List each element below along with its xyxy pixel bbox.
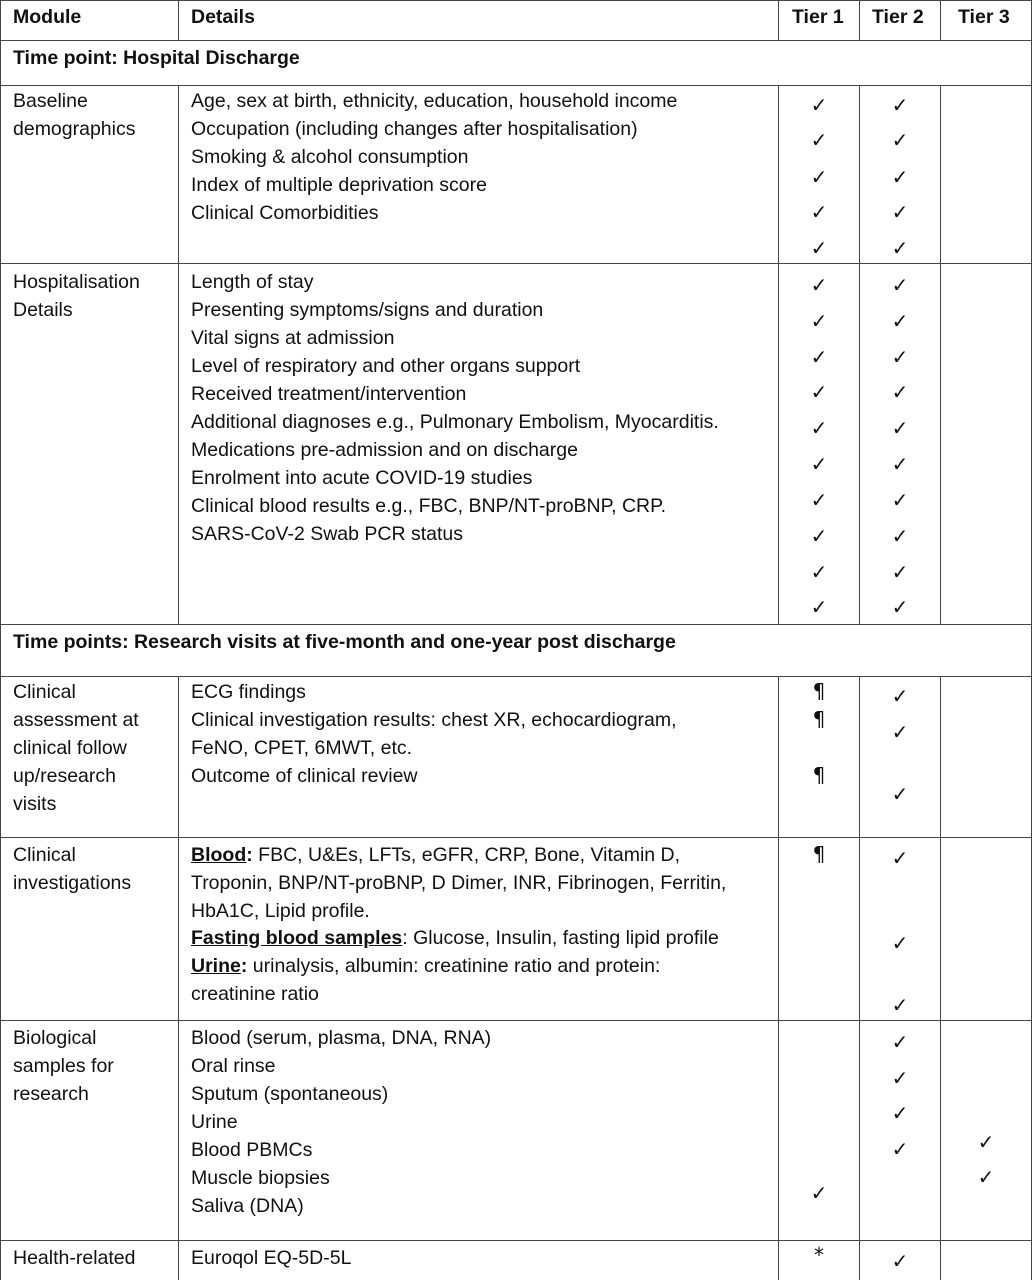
module-health-1: Health-related: [13, 1247, 136, 1269]
check-icon: ✓: [810, 309, 828, 333]
check-icon: ✓: [977, 1165, 995, 1189]
module-assess-4: up/research: [13, 765, 116, 787]
detail-invest-blood-line3: HbA1C, Lipid profile.: [191, 900, 370, 922]
header-tier2: Tier 2: [872, 6, 924, 28]
detail-baseline-3: Smoking & alcohol consumption: [191, 146, 469, 168]
detail-baseline-1: Age, sex at birth, ethnicity, education, household income: [191, 90, 678, 112]
detail-hosp-8: Enrolment into acute COVID-19 studies: [191, 467, 533, 489]
check-icon: ✓: [810, 165, 828, 189]
check-icon: ✓: [810, 560, 828, 584]
module-baseline-1: Baseline: [13, 90, 88, 112]
blood-colon: :: [246, 844, 253, 866]
detail-bio-6: Muscle biopsies: [191, 1167, 330, 1189]
detail-hosp-3: Vital signs at admission: [191, 327, 395, 349]
detail-bio-1: Blood (serum, plasma, DNA, RNA): [191, 1027, 492, 1049]
check-icon: ✓: [810, 236, 828, 260]
check-icon: ✓: [891, 595, 909, 619]
check-icon: ✓: [891, 1101, 909, 1125]
section-discharge: Time point: Hospital Discharge: [13, 47, 300, 69]
detail-hosp-7: Medications pre-admission and on discharge: [191, 439, 578, 461]
check-icon: ✓: [810, 93, 828, 117]
check-icon: ✓: [891, 345, 909, 369]
check-icon: ✓: [891, 1066, 909, 1090]
header-tier1: Tier 1: [792, 6, 844, 28]
detail-bio-7: Saliva (DNA): [191, 1195, 304, 1217]
pilcrow-icon: ¶: [812, 707, 826, 731]
detail-assess-4: Outcome of clinical review: [191, 765, 418, 787]
check-icon: ✓: [891, 93, 909, 117]
check-icon: ✓: [891, 128, 909, 152]
fasting-label: Fasting blood samples: [191, 927, 403, 949]
check-icon: ✓: [891, 684, 909, 708]
module-assess-5: visits: [13, 793, 57, 815]
check-icon: ✓: [891, 309, 909, 333]
check-icon: ✓: [891, 273, 909, 297]
detail-bio-3: Sputum (spontaneous): [191, 1083, 389, 1105]
detail-bio-4: Urine: [191, 1111, 238, 1133]
module-baseline-2: demographics: [13, 118, 136, 140]
detail-health-1: Euroqol EQ-5D-5L: [191, 1247, 352, 1269]
module-hosp-2: Details: [13, 299, 73, 321]
check-icon: ✓: [891, 1137, 909, 1161]
check-icon: ✓: [810, 200, 828, 224]
detail-baseline-4: Index of multiple deprivation score: [191, 174, 487, 196]
detail-invest-blood-line1: [191, 841, 680, 869]
check-icon: ✓: [810, 128, 828, 152]
check-icon: ✓: [891, 1030, 909, 1054]
detail-invest-fasting: [191, 924, 719, 952]
check-icon: ✓: [891, 416, 909, 440]
blood-text-1: FBC, U&Es, LFTs, eGFR, CRP, Bone, Vitamin D,: [252, 844, 681, 866]
detail-assess-1: ECG findings: [191, 681, 306, 703]
detail-baseline-5: Clinical Comorbidities: [191, 202, 379, 224]
detail-invest-urine-line1: [191, 952, 660, 980]
header-module: Module: [13, 6, 82, 28]
detail-hosp-10: SARS-CoV-2 Swab PCR status: [191, 523, 464, 545]
check-icon: ✓: [891, 452, 909, 476]
detail-hosp-1: Length of stay: [191, 271, 314, 293]
header-tier3: Tier 3: [958, 6, 1010, 28]
section-research: Time points: Research visits at five-month and one-year post discharge: [13, 631, 676, 653]
urine-label: Urine: [191, 955, 241, 977]
check-icon: ✓: [891, 165, 909, 189]
check-icon: ✓: [810, 380, 828, 404]
check-icon: ✓: [891, 1249, 909, 1273]
check-icon: ✓: [977, 1130, 995, 1154]
detail-bio-2: Oral rinse: [191, 1055, 276, 1077]
check-icon: ✓: [891, 524, 909, 548]
check-icon: ✓: [810, 524, 828, 548]
check-icon: ✓: [891, 200, 909, 224]
detail-hosp-2: Presenting symptoms/signs and duration: [191, 299, 544, 321]
urine-colon: :: [240, 955, 248, 977]
check-icon: ✓: [891, 488, 909, 512]
check-icon: ✓: [891, 236, 909, 260]
detail-baseline-2: Occupation (including changes after hospitalisation): [191, 118, 638, 140]
check-icon: ✓: [891, 720, 909, 744]
detail-assess-3: FeNO, CPET, 6MWT, etc.: [191, 737, 413, 759]
check-icon: ✓: [810, 273, 828, 297]
check-icon: ✓: [891, 993, 909, 1017]
fasting-text: : Glucose, Insulin, fasting lipid profile: [402, 927, 719, 949]
blood-label: Blood: [191, 844, 247, 866]
pilcrow-icon: ¶: [812, 763, 826, 787]
pilcrow-icon: ¶: [812, 842, 826, 866]
module-assess-3: clinical follow: [13, 737, 127, 759]
urine-text-1: urinalysis, albumin: creatinine ratio and protein:: [247, 955, 661, 977]
check-icon: ✓: [891, 560, 909, 584]
module-hosp-1: Hospitalisation: [13, 271, 140, 293]
check-icon: ✓: [810, 595, 828, 619]
detail-invest-urine-line2: creatinine ratio: [191, 983, 319, 1005]
module-assess-2: assessment at: [13, 709, 139, 731]
detail-hosp-5: Received treatment/intervention: [191, 383, 467, 405]
detail-assess-2: Clinical investigation results: chest XR, echocardiogram,: [191, 709, 677, 731]
check-icon: ✓: [891, 380, 909, 404]
module-invest-1: Clinical: [13, 844, 76, 866]
check-icon: ✓: [810, 452, 828, 476]
detail-invest-blood-line2: Troponin, BNP/NT-proBNP, D Dimer, INR, Fibrinogen, Ferritin,: [191, 872, 727, 894]
check-icon: ✓: [891, 931, 909, 955]
module-bio-1: Biological: [13, 1027, 97, 1049]
check-icon: ✓: [810, 488, 828, 512]
detail-hosp-6: Additional diagnoses e.g., Pulmonary Embolism, Myocarditis.: [191, 411, 719, 433]
module-invest-2: investigations: [13, 872, 132, 894]
module-assess-1: Clinical: [13, 681, 76, 703]
check-icon: ✓: [891, 846, 909, 870]
module-bio-2: samples for: [13, 1055, 114, 1077]
asterisk-icon: *: [814, 1243, 824, 1267]
module-bio-3: research: [13, 1083, 89, 1105]
detail-hosp-9: Clinical blood results e.g., FBC, BNP/NT-proBNP, CRP.: [191, 495, 667, 517]
check-icon: ✓: [810, 416, 828, 440]
pilcrow-icon: ¶: [812, 679, 826, 703]
check-icon: ✓: [891, 782, 909, 806]
detail-hosp-4: Level of respiratory and other organs support: [191, 355, 581, 377]
check-icon: ✓: [810, 1181, 828, 1205]
check-icon: ✓: [810, 345, 828, 369]
header-details: Details: [191, 6, 255, 28]
detail-bio-5: Blood PBMCs: [191, 1139, 313, 1161]
